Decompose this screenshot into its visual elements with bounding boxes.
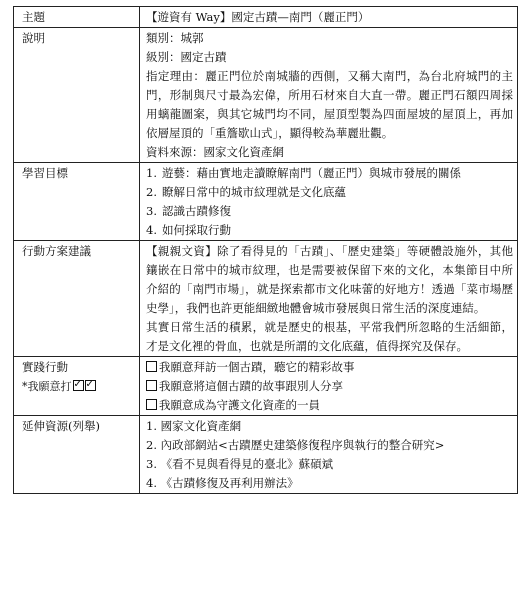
description-level: 級別：國定古蹟 [146, 50, 227, 64]
practice-option-text: 我願意拜訪一個古蹟，聽它的精彩故事 [159, 360, 355, 374]
description-source: 資料來源：國家文化資產網 [146, 145, 284, 159]
goal-number: 3. [146, 204, 157, 218]
goal-number: 1. [146, 166, 157, 180]
goals-row [14, 163, 518, 241]
action-plan-paragraph-1: 【親親文資】除了看得見的「古蹟」、「歷史建築」等硬體設施外，其他鑲嵌在日常中的城市紋理，也是需要被保留下來的文化，本集節目中所介紹的「南門市場」，就是探索都市文化味蕾的好地方！透過「菜市場歷史學」，我們也許更能細緻地體會城市發展與日常生活的深度連結。 [146, 244, 513, 315]
practice-options [140, 357, 518, 416]
description-content [140, 28, 518, 163]
description-label: 說明 [14, 28, 140, 163]
practice-label-cell [14, 357, 140, 416]
practice-option[interactable] [146, 396, 513, 415]
resources-content [140, 416, 518, 494]
lesson-table [13, 6, 518, 494]
checked-box-icon [85, 380, 96, 391]
practice-sublabel-text: *我願意打 [22, 380, 72, 393]
resource-item: 2. 內政部網站<古蹟歷史建築修復程序與執行的整合研究> [146, 438, 445, 452]
practice-option-text: 我願意將這個古蹟的故事跟別人分享 [159, 379, 343, 393]
practice-row [14, 357, 518, 416]
goal-number: 4. [146, 223, 157, 237]
goal-text: 認識古蹟修復 [162, 204, 231, 218]
theme-row [14, 7, 518, 28]
goal-item [146, 202, 513, 221]
action-plan-row [14, 241, 518, 357]
goal-text: 如何採取行動 [162, 223, 231, 237]
theme-value: 【遊資有 Way】國定古蹟—南門（麗正門） [140, 7, 518, 28]
practice-sublabel [22, 377, 139, 396]
resource-item: 1. 國家文化資產網 [146, 419, 242, 433]
goal-item [146, 183, 513, 202]
practice-option[interactable] [146, 377, 513, 396]
action-plan-label: 行動方案建議 [14, 241, 140, 357]
goals-content [140, 163, 518, 241]
description-row [14, 28, 518, 163]
description-reason: 指定理由：麗正門位於南城牆的西側，又稱大南門，為台北府城門的主門，形制與尺寸最為宏偉，所用石材來自大直一帶。麗正門石額四周採用螭龍圖案，與其它城門均不同，屋頂型製為四面屋坡的屋頂上，再加依層屋頂的「重簷歇山式」，顯得較為華麗壯觀。 [146, 69, 513, 140]
practice-label: 實踐行動 [22, 360, 68, 374]
goal-item [146, 164, 513, 183]
goal-text: 遊藝：藉由實地走讀瞭解南門（麗正門）與城市發展的關係 [162, 166, 461, 180]
checked-box-icon [73, 380, 84, 391]
checkbox-icon[interactable] [146, 361, 157, 372]
resources-row [14, 416, 518, 494]
resource-item: 4. 《古蹟修復及再利用辦法》 [146, 476, 299, 490]
practice-option-text: 我願意成為守護文化資產的一員 [159, 398, 320, 412]
goals-label: 學習目標 [14, 163, 140, 241]
description-category: 類別：城郭 [146, 31, 204, 45]
resource-item: 3. 《看不見與看得見的臺北》蘇碩斌 [146, 457, 334, 471]
goal-number: 2. [146, 185, 157, 199]
practice-option[interactable] [146, 358, 513, 377]
action-plan-paragraph-2: 其實日常生活的積累，就是歷史的根基，平常我們所忽略的生活細節，才是文化裡的骨血，也就是所謂的文化底蘊，值得探究及保存。 [146, 320, 513, 353]
checkbox-icon[interactable] [146, 380, 157, 391]
resources-label: 延伸資源(列舉) [14, 416, 140, 494]
goal-item [146, 221, 513, 240]
theme-label: 主題 [14, 7, 140, 28]
action-plan-content [140, 241, 518, 357]
goal-text: 瞭解日常中的城市紋理就是文化底蘊 [162, 185, 346, 199]
checkbox-icon[interactable] [146, 399, 157, 410]
